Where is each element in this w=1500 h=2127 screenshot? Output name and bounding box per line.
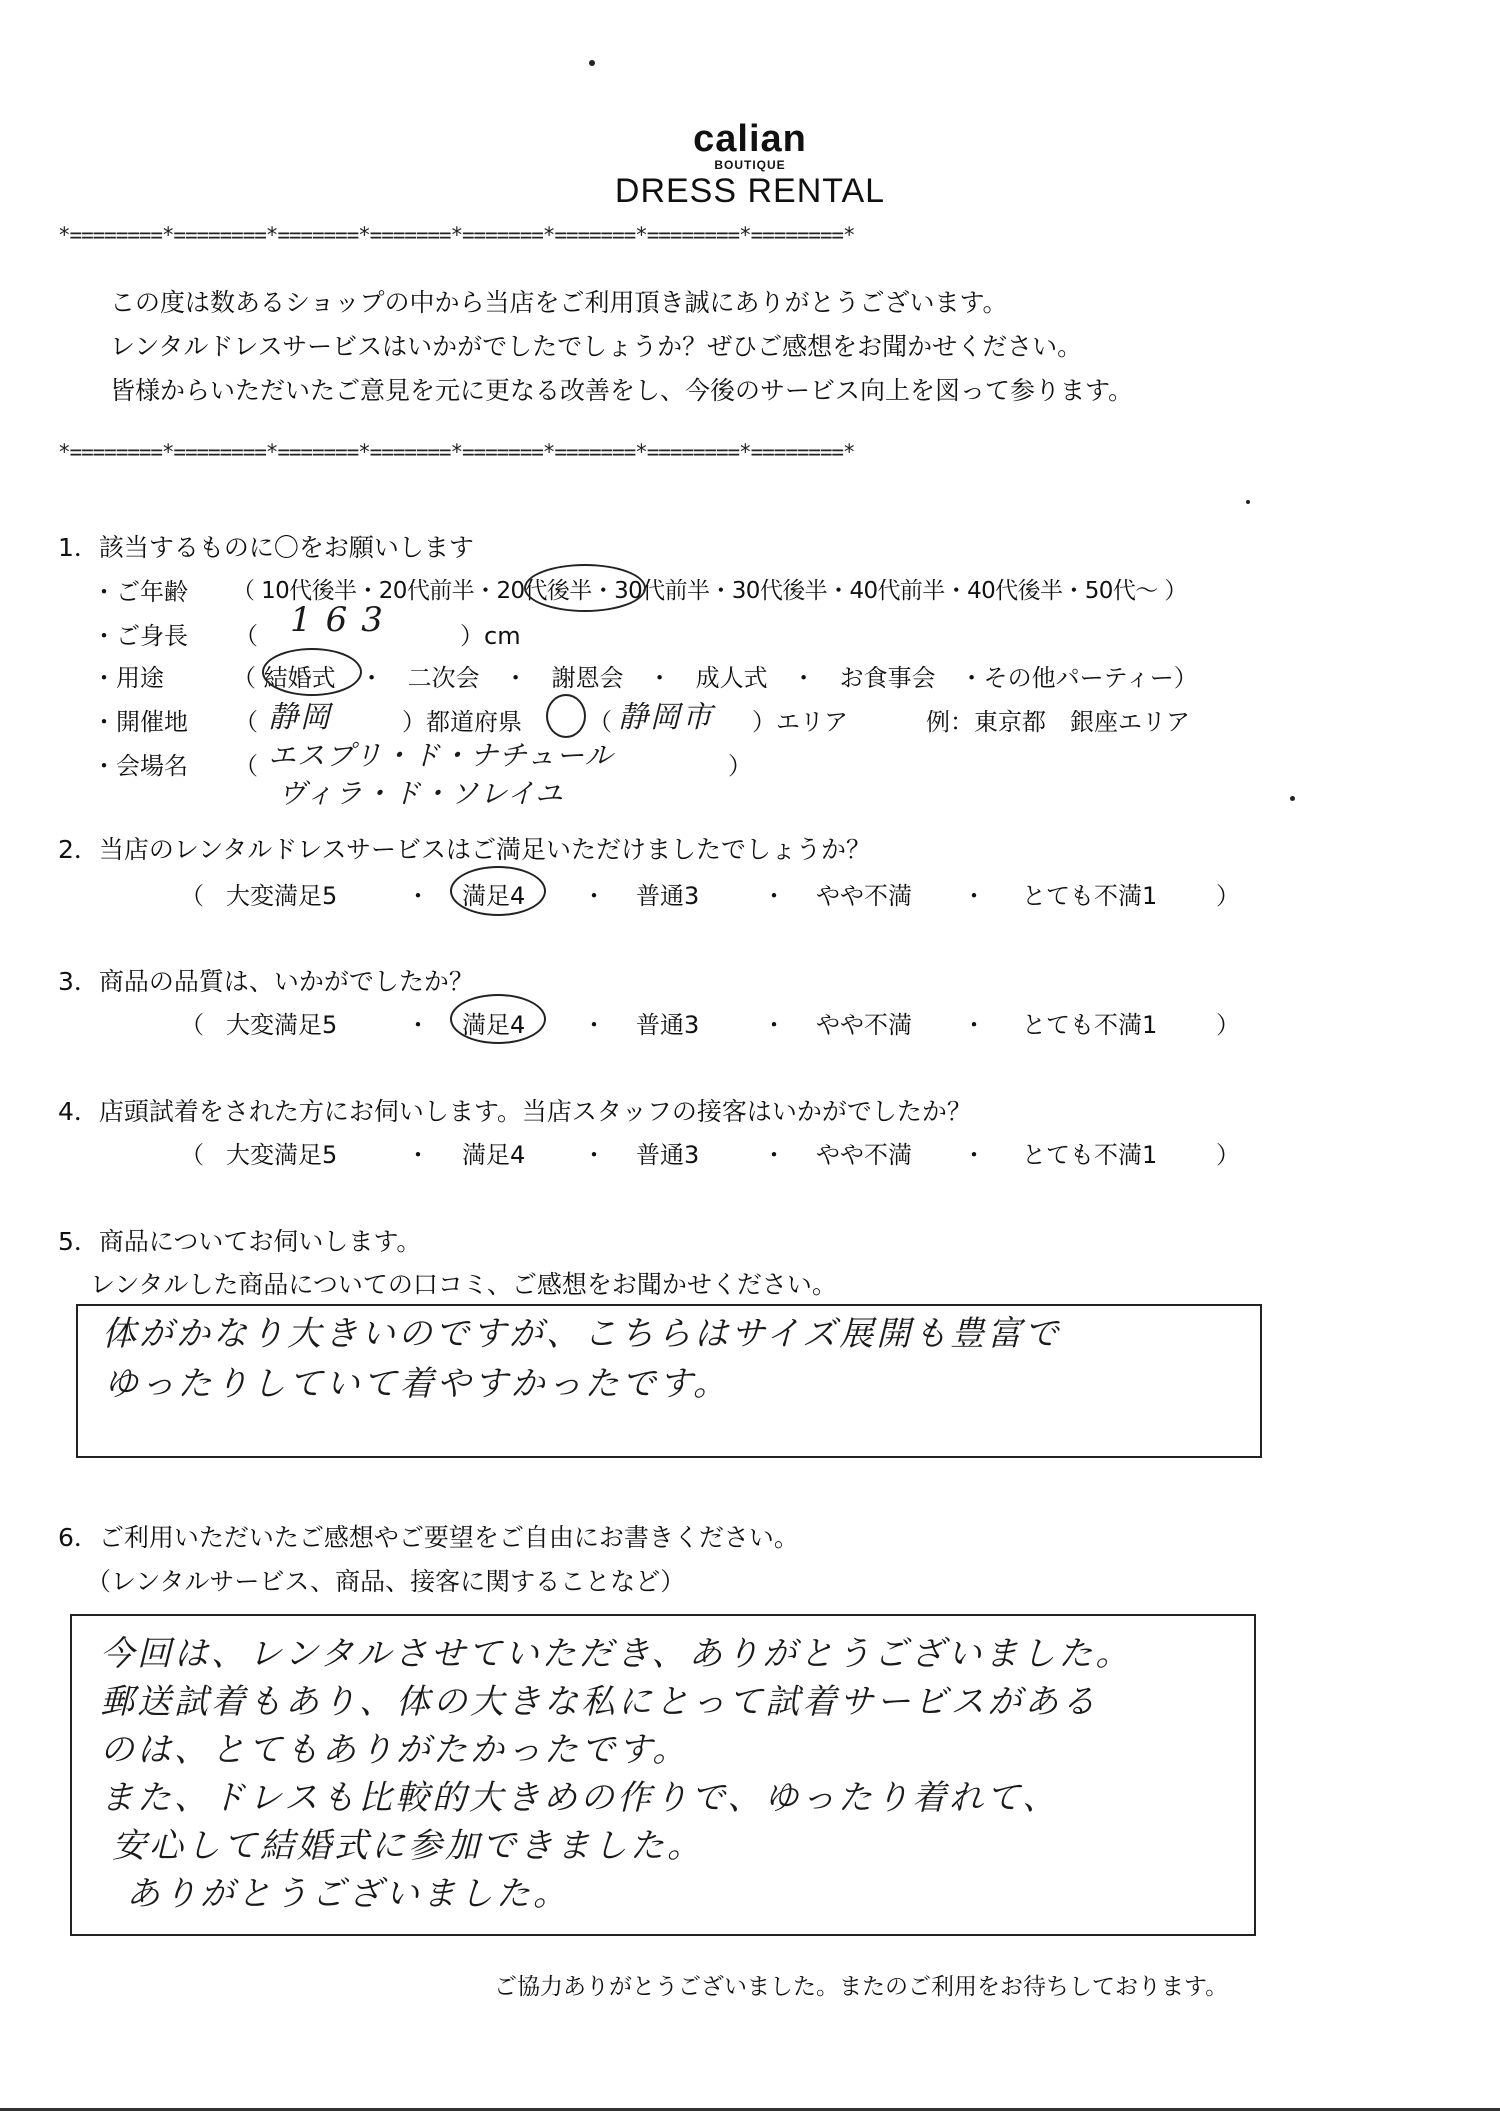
rating-option: ・ [762, 1141, 786, 1169]
rating-option: ・ [962, 1011, 986, 1039]
question-6-answer-line-1: 今回は、レンタルさせていただき、ありがとうございました。 [100, 1634, 1133, 1674]
area-suffix: ）エリア [752, 708, 848, 736]
question-6-answer-line-3: のは、とてもありがたかったです。 [100, 1730, 690, 1770]
brand-logo: calian [693, 118, 807, 160]
question-5-answer-line-1: 体がかなり大きいのですが、こちらはサイズ展開も豊富で [102, 1314, 1062, 1354]
venue-label: ・会場名 [92, 752, 188, 780]
question-2-rating [0, 876, 1500, 916]
age-label: ・ご年齢 [92, 578, 188, 606]
rating-option: （ [180, 1141, 204, 1169]
rating-option: 大変満足5 [226, 882, 338, 910]
rating-option: 普通3 [636, 882, 700, 910]
rating-option: とても不満1 [1022, 1011, 1158, 1039]
scan-speck [589, 60, 595, 66]
area-value: 静岡市 [618, 700, 714, 735]
rating-option: 満足4 [462, 1141, 526, 1169]
height-open: （ [234, 622, 258, 650]
brand-title: DRESS RENTAL [614, 172, 886, 210]
question-2-selection-circle [450, 866, 546, 916]
footer-message: ご協力ありがとうございました。またのご利用をお待ちしております。 [494, 1974, 1229, 2000]
rating-option: ・ [962, 882, 986, 910]
height-value: 163 [290, 600, 397, 640]
rating-option: とても不満1 [1022, 1141, 1158, 1169]
rating-option: ・ [406, 1011, 430, 1039]
venue-close: ） [728, 752, 752, 780]
rating-option: やや不満 [816, 882, 912, 910]
rating-option: ） [1216, 882, 1240, 910]
question-5-title: 5．商品についてお伺いします。 [58, 1227, 422, 1256]
rating-option: ・ [406, 1141, 430, 1169]
location-label: ・開催地 [92, 708, 188, 736]
rating-option: ・ [762, 882, 786, 910]
location-open: （ [234, 708, 258, 736]
rating-option: 普通3 [636, 1141, 700, 1169]
height-label: ・ご身長 [92, 622, 188, 650]
prefecture-suffix: ）都道府県 [402, 708, 522, 736]
divider-middle: *========*========*=======*=======*=======*=======*========*========* [58, 440, 855, 464]
venue-line-1: エスプリ・ド・ナチュール [268, 739, 614, 772]
venue-line-2: ヴィラ・ド・ソレイユ [278, 777, 564, 810]
rating-option: ・ [406, 882, 430, 910]
prefecture-selection-circle [546, 694, 586, 738]
rating-option: ・ [762, 1011, 786, 1039]
intro-line-3: 皆様からいただいたご意見を元に更なる改善をし、今後のサービス向上を図って参ります。 [110, 376, 1134, 405]
area-open: （ [588, 708, 612, 736]
prefecture-value: 静岡 [268, 700, 332, 735]
question-4-title: 4．店頭試着をされた方にお伺いします。当店スタッフの接客はいかがでしたか？ [58, 1097, 972, 1126]
rating-option: 大変満足5 [226, 1011, 338, 1039]
question-6-answer-line-2: 郵送試着もあり、体の大きな私にとって試着サービスがある [100, 1682, 1099, 1722]
rating-option: （ [180, 1011, 204, 1039]
question-6-title: 6．ご利用いただいたご感想やご要望をご自由にお書きください。 [58, 1523, 799, 1552]
divider-top: *========*========*=======*=======*=======*=======*========*========* [58, 223, 855, 247]
question-3-selection-circle [450, 994, 546, 1044]
question-4-rating [0, 1135, 1500, 1175]
rating-option: やや不満 [816, 1141, 912, 1169]
purpose-selection-circle [262, 648, 362, 696]
brand-subtitle: BOUTIQUE [714, 158, 786, 172]
question-3-rating [0, 1005, 1500, 1045]
rating-option: ） [1216, 1141, 1240, 1169]
scan-speck [1246, 500, 1250, 504]
height-unit: ）cm [460, 622, 521, 650]
question-5-answer-line-2: ゆったりしていて着やすかったです。 [104, 1364, 730, 1404]
age-selection-circle [524, 564, 646, 612]
question-5-subtitle: レンタルした商品についての口コミ、ご感想をお聞かせください。 [90, 1270, 837, 1299]
rating-option: 大変満足5 [226, 1141, 338, 1169]
purpose-label: ・用途 [92, 664, 164, 692]
age-options: （ 10代後半・20代前半・20代後半・30代前半・30代後半・40代前半・40代後半・50代〜 ） [232, 578, 1187, 604]
question-6-answer-line-5: 安心して結婚式に参加できました。 [112, 1826, 704, 1866]
question-6-answer-line-6: ありがとうございました。 [126, 1874, 570, 1914]
bottom-rule [0, 2108, 1500, 2111]
purpose-options: （ 結婚式 ・ 二次会 ・ 謝恩会 ・ 成人式 ・ お食事会 ・その他パーティー） [232, 664, 1198, 692]
question-3-title: 3．商品の品質は、いかがでしたか？ [58, 967, 474, 996]
rating-option: ・ [582, 882, 606, 910]
question-2-title: 2．当店のレンタルドレスサービスはご満足いただけましたでしょうか？ [58, 835, 872, 864]
rating-option: ・ [962, 1141, 986, 1169]
venue-open: （ [234, 752, 258, 780]
rating-option: 満足4 [462, 1011, 526, 1039]
rating-option: （ [180, 882, 204, 910]
question-6-answer-line-4: また、ドレスも比較的大きめの作りで、ゆったり着れて、 [100, 1778, 1060, 1818]
rating-option: 普通3 [636, 1011, 700, 1039]
rating-option: 満足4 [462, 882, 526, 910]
rating-option: ） [1216, 1011, 1240, 1039]
question-1-title: 1．該当するものに〇をお願いします [58, 533, 474, 562]
intro-line-1: この度は数あるショップの中から当店をご利用頂き誠にありがとうございます。 [110, 288, 1008, 317]
intro-line-2: レンタルドレスサービスはいかがでしたでしょうか？ぜひご感想をお聞かせください。 [110, 332, 1083, 361]
scan-speck [1290, 796, 1295, 801]
rating-option: やや不満 [816, 1011, 912, 1039]
location-example: 例：東京都 銀座エリア [926, 708, 1190, 736]
rating-option: ・ [582, 1011, 606, 1039]
rating-option: ・ [582, 1141, 606, 1169]
question-6-subtitle: （レンタルサービス、商品、接客に関することなど） [86, 1567, 686, 1596]
rating-option: とても不満1 [1022, 882, 1158, 910]
